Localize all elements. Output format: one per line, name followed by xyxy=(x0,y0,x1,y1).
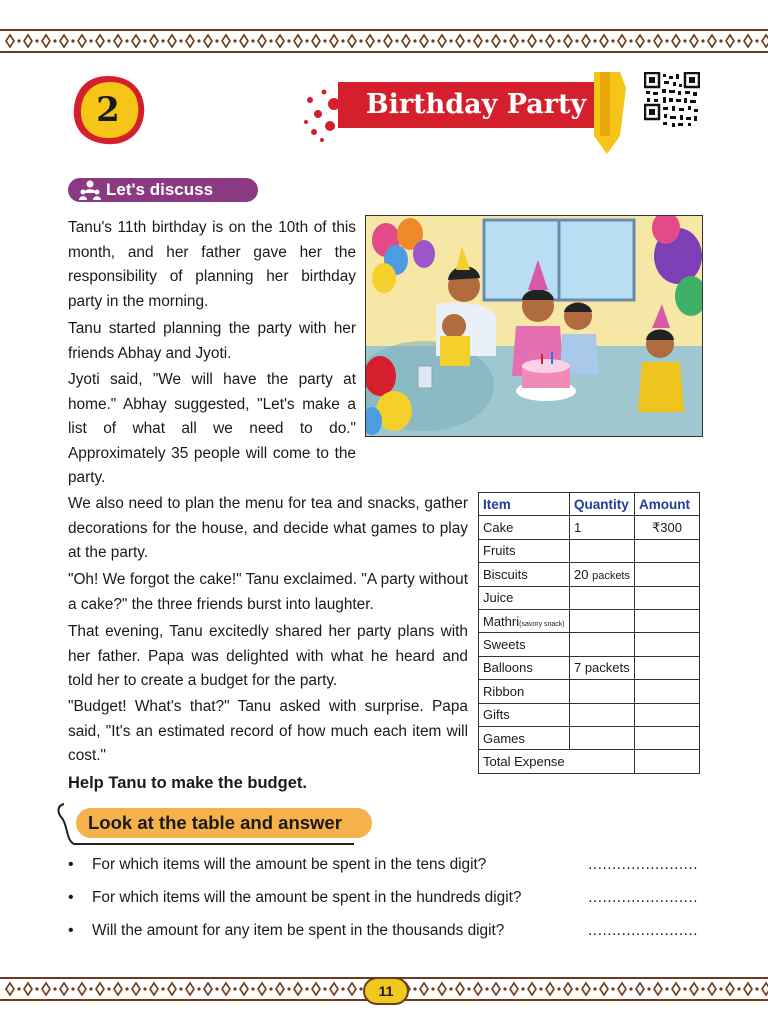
item-name: Sweets xyxy=(483,637,526,653)
item-cell xyxy=(479,609,570,632)
amount-cell[interactable] xyxy=(635,656,700,679)
table-row xyxy=(479,703,700,726)
quantity-cell[interactable] xyxy=(569,726,634,749)
quantity-cell[interactable] xyxy=(569,586,634,609)
table-header-row xyxy=(479,493,700,516)
quantity-value: 7 packets xyxy=(573,660,630,676)
quantity-value: 1 xyxy=(573,520,582,536)
story-paragraph-5: "Oh! We forgot the cake!" Tanu exclaimed. "A party without a cake?" the three friends burst into laughter. xyxy=(68,571,468,613)
item-name: Juice xyxy=(483,590,514,606)
item-name: Balloons xyxy=(483,660,533,676)
item-name: Fruits xyxy=(483,543,516,559)
quantity-cell[interactable] xyxy=(569,609,634,632)
amount-cell[interactable] xyxy=(635,586,700,609)
table-row xyxy=(479,656,700,679)
table-row xyxy=(479,539,700,562)
answer-blank[interactable]: ....................... xyxy=(588,856,698,873)
quantity-cell[interactable] xyxy=(569,633,634,656)
quantity-cell[interactable] xyxy=(569,516,634,539)
total-row xyxy=(479,750,700,773)
budget-table xyxy=(478,492,700,774)
story-paragraph-2: Tanu started planning the party with her friends Abhay and Jyoti. xyxy=(68,320,356,362)
item-cell xyxy=(479,703,570,726)
top-decorative-border xyxy=(0,28,768,54)
item-cell xyxy=(479,516,570,539)
bullet: • xyxy=(68,856,74,873)
story-paragraph-6: That evening, Tanu excitedly shared her party plans with her father. Papa was delighted with what he heard and told her to create a budget for the party. xyxy=(68,623,468,689)
item-note: (savory snack) xyxy=(519,620,565,628)
chapter-badge xyxy=(68,72,148,148)
qr-code[interactable] xyxy=(644,72,700,128)
story-paragraph-1: Tanu's 11th birthday is on the 10th of this month, and her father gave her the responsibility of planning her birthday party in the morning. xyxy=(68,219,356,310)
activity-label: Look at the table and answer xyxy=(88,812,342,833)
table-row xyxy=(479,586,700,609)
quantity-unit: packets xyxy=(592,569,630,582)
item-cell xyxy=(479,586,570,609)
amount-cell[interactable] xyxy=(635,563,700,586)
table-row xyxy=(479,516,700,539)
answer-blank[interactable]: ....................... xyxy=(588,922,698,939)
question-text: For which items will the amount be spent in the hundreds digit? xyxy=(92,889,522,906)
total-amount-cell[interactable] xyxy=(635,750,700,773)
story-paragraph-3: Jyoti said, "We will have the party at home." Abhay suggested, "Let's make a list of what all we need to do." Approximately 35 people will come to the party. xyxy=(68,371,356,486)
activity-heading xyxy=(76,808,372,838)
item-name: Biscuits xyxy=(483,566,528,582)
quantity-value: 20 xyxy=(573,566,589,582)
bullet: • xyxy=(68,922,74,939)
item-name: Mathri xyxy=(483,613,520,629)
story-paragraph-4: We also need to plan the menu for tea and snacks, gather decorations for the house, and decide what games to play at the party. xyxy=(68,495,468,561)
item-cell xyxy=(479,656,570,679)
amount-cell[interactable] xyxy=(635,633,700,656)
question-3 xyxy=(68,922,700,946)
quantity-cell[interactable] xyxy=(569,656,634,679)
chapter-number: 2 xyxy=(96,90,120,130)
question-text: Will the amount for any item be spent in the thousands digit? xyxy=(92,922,505,939)
table-row xyxy=(479,609,700,632)
quantity-cell[interactable] xyxy=(569,539,634,562)
total-label: Total Expense xyxy=(479,750,635,773)
item-cell xyxy=(479,680,570,703)
story-paragraph-7: "Budget! What's that?" Tanu asked with surprise. Papa said, "It's an estimated record of how much each item will cost." xyxy=(68,698,468,764)
question-2 xyxy=(68,889,700,913)
table-row xyxy=(479,726,700,749)
amount-cell[interactable] xyxy=(635,609,700,632)
item-cell xyxy=(479,726,570,749)
lets-discuss-label: Let's discuss xyxy=(106,180,214,199)
people-discussion-icon xyxy=(78,179,102,201)
header-quantity: Quantity xyxy=(569,493,634,516)
lets-discuss-heading xyxy=(68,178,258,202)
amount-cell[interactable] xyxy=(635,539,700,562)
page-number-badge xyxy=(363,977,409,1005)
question-1 xyxy=(68,856,700,880)
birthday-party-illustration xyxy=(365,215,703,437)
table-row xyxy=(479,633,700,656)
amount-cell[interactable] xyxy=(635,726,700,749)
item-name: Ribbon xyxy=(483,683,525,699)
item-name: Gifts xyxy=(483,707,510,723)
table-row xyxy=(479,563,700,586)
amount-cell[interactable]: ₹300 xyxy=(635,516,700,539)
item-name: Games xyxy=(483,730,525,746)
table-row xyxy=(479,680,700,703)
amount-cell[interactable] xyxy=(635,680,700,703)
item-name: Cake xyxy=(483,520,514,536)
quantity-cell[interactable] xyxy=(569,703,634,726)
amount-cell[interactable] xyxy=(635,703,700,726)
item-cell xyxy=(479,633,570,656)
item-cell xyxy=(479,563,570,586)
header-amount: Amount xyxy=(635,493,700,516)
question-text: For which items will the amount be spent in the tens digit? xyxy=(92,856,487,873)
header-item: Item xyxy=(479,493,570,516)
bullet: • xyxy=(68,889,74,906)
quantity-cell[interactable] xyxy=(569,563,634,586)
quantity-cell[interactable] xyxy=(569,680,634,703)
answer-blank[interactable]: ....................... xyxy=(588,889,698,906)
page-number: 11 xyxy=(378,983,394,999)
item-cell xyxy=(479,539,570,562)
help-instruction: Help Tanu to make the budget. xyxy=(68,774,307,792)
chapter-title: Birthday Party xyxy=(365,88,587,120)
